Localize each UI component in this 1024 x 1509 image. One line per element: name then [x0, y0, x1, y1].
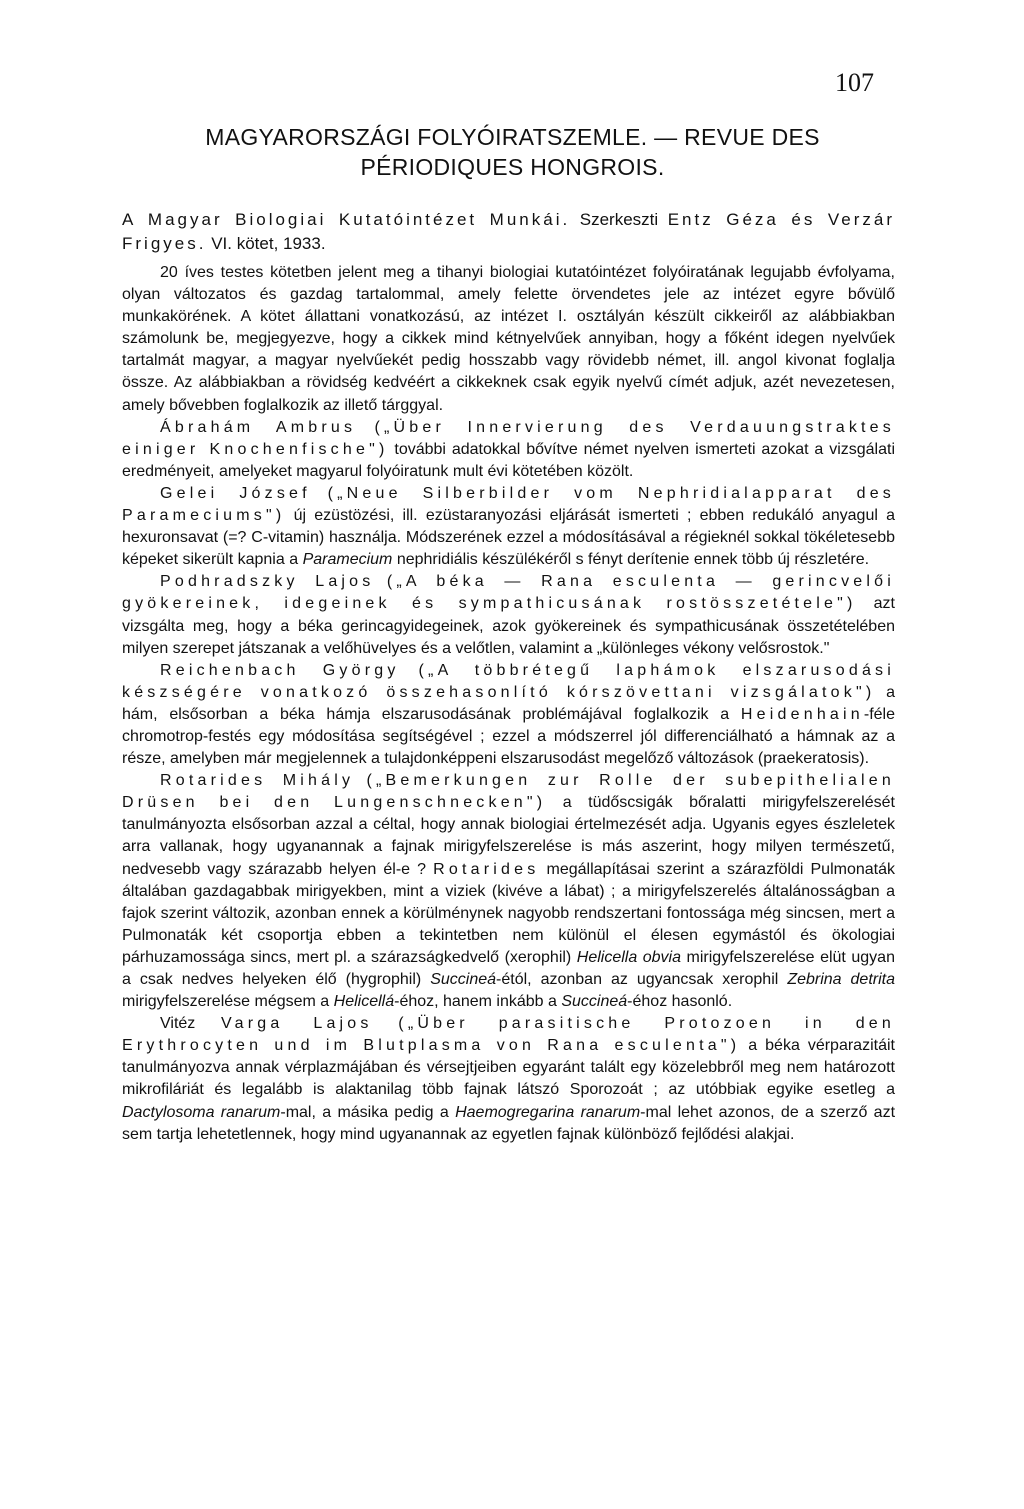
entry-text: új ezüstözési, ill. ezüstaranyozási eljárását ismerteti ; ebben redukáló anyagul a hexuronsavat (=? C-vitamin) használja. Módszerének ezzel a módosításával a régieknél sokkal tökéletesebb képeket sikerült kapnia a [122, 507, 895, 569]
entry-author: Varga Lajos [220, 1015, 373, 1033]
editors: Entz Géza és Verzár Frigyes. [122, 210, 895, 253]
bibliography-line [122, 208, 895, 256]
entry-text: -mal, a másika pedig a [280, 1103, 449, 1121]
species-name: Succineá [561, 993, 628, 1011]
header-line-1: MAGYARORSZÁGI FOLYÓIRATSZEMLE. — REVUE DES [205, 124, 820, 150]
review-entry [122, 483, 895, 571]
entry-text: a tüdőscsigák bőralatti mirigyfelszerelését tanulmányozta elsősorban azzal a céltal, hogy annak biologiai értelmezését adja. Ugyanis egyes észleletek arra vallanak, hogy ugyanannak a fajnak mirigyfelszerelése is más aszerint, hogy milyen természetű, nedvesebb vagy szárazabb helyen él-e ? [122, 794, 895, 878]
entry-title: („A többrétegű laphámok elszarusodási készségére vonatkozó összehasonlító kórszövettani vizsgálatok") [122, 661, 895, 701]
intro-paragraph: 20 íves testes kötetben jelent meg a tihanyi biologiai kutatóintézet folyóiratának legujabb évfolyama, olyan változatos és gazdag tartalommal, amely felette örvendetes jele az intézet egyre bővülő munkakörének. A kötet állattani vonatkozású, az intézet I. osztályán készült cikkeiről az alábbiakban számolunk be, megjegyezve, hogy a cikkek mind kétnyelvűek annyiban, hogy a főként idegen nyelvűek tartalmát magyar, a magyar nyelvűekét pedig hosszabb vagy rövidebb német, ill. angol kivonat foglalja össze. Az alábbiakban a rövidség kedvéért a cikkeknek csak egyik nyelvű címét adjuk, azét nevezetesen, amely bővebben foglalkozik az illető tárggyal. [122, 264, 895, 414]
entry-title: („Über parasitische Protozoen in den Erythrocyten und im Blutplasma von Rana esculenta") [122, 1015, 896, 1055]
entry-text: mirigyfelszerelése mégsem a [122, 993, 330, 1011]
entry-text: -éhoz, hanem inkább a [394, 993, 557, 1011]
volume-info: VI. kötet, 1933. [211, 234, 326, 253]
article-body [122, 208, 895, 1146]
entry-title: („A béka — Rana esculenta — gerincvelői gyökereinek, idegeinek és sympathicusának rostösszetétele") [122, 573, 895, 613]
editor-prefix: Szerkeszti [579, 210, 659, 229]
entry-text: további adatokkal bővítve német nyelven ismerteti azokat a vizsgálati eredményeit, amelyeket magyarul folyóiratunk mult évi kötetében közölt. [122, 440, 895, 480]
review-entry [122, 770, 895, 1013]
species-name: Paramecium [302, 551, 393, 569]
species-name: Helicella obvia [576, 948, 682, 966]
entry-text: a hám, elsősorban a béka hámja elszarusodásának problémájával foglalkozik a [122, 683, 895, 723]
entry-text: a béka vérparazitáit tanulmányozva annak vérplazmájában és vérsejtjeiben egyaránt talált egy közelebbről meg nem határozott mikrofiláriát és legalább is alaktanilag több fajnak látszó Sporozoát ; az utóbbiak egyike esetleg a [122, 1037, 895, 1099]
entry-text: mirigyfelszerelése elüt ugyan a csak nedves helyeken élő (hygrophil) [122, 948, 895, 988]
species-name: Dactylosoma ranarum [122, 1103, 281, 1121]
entry-author: Rotarides Mihály [160, 772, 355, 790]
entry-text: megállapításai szerint a szárazföldi Pulmonaták általában gazdagabbak mirigyekben, mint a viziek (kivéve a lábat) ; a mirigyfelszerelés általánosságban a fajok szerint változik, azonban ennek a körülménynek nagyobb rendszertani fontossága még sincsen, mert a Pulmonaták két csoportja ebben a tekintetben nem különül el élesen egymástól és ökologiai párhuzamossága sincs, mert pl. a szárazságkedvelő (xerophil) [122, 860, 896, 966]
entry-text: -étól, azonban az ugyancsak xerophil [496, 971, 779, 988]
species-name: Haemogregarina ranarum [455, 1103, 641, 1121]
species-name: Succineá [430, 971, 497, 988]
entry-text: -féle chromotrop-festés egy módosítása segítségével ; ezzel a módszerrel jól differenciálható a hámnak az a része, amelyben már megjelennek a tulajdonképpeni elszarusodást megelőző változások (praekeratosis). [122, 705, 895, 768]
entry-text: -mal lehet azonos, de a szerző azt sem tartja lehetetlennek, hogy mind ugyanannak az egyetlen fajnak különböző fejlődési alakjai. [122, 1103, 896, 1143]
entry-author: Ábrahám Ambrus [160, 418, 357, 436]
entry-text: azt vizsgálta meg, hogy a béka gerincagyidegeinek, azok gyökereinek és sympathicusának összetételében milyen szerepet játszanak a velőhüvelyes és a velőtlen, valamint a „különleges vékony velősrostok." [122, 595, 895, 657]
header-line-2: PÉRIODIQUES HONGROIS. [360, 154, 665, 180]
journal-review-header [95, 122, 930, 182]
entry-author-prefix: Vitéz [160, 1015, 196, 1033]
entry-title: („Über Innervierung des Verdauungstraktes einiger Knochenfische") [122, 418, 895, 458]
entry-text: nephridiális készülékéről s fényt derítenie ennek több új részletére. [396, 551, 870, 569]
entry-text: -éhoz hasonló. [627, 993, 733, 1011]
review-entry [122, 417, 895, 483]
species-name: Helicellá [333, 993, 395, 1011]
page-number: 107 [835, 68, 874, 97]
cited-name: Rotarides [433, 860, 540, 878]
entry-title: („Bemerkungen zur Rolle der subepithelialen Drüsen bei den Lungenschnecken") [122, 772, 895, 812]
publication-title: A Magyar Biologiai Kutatóintézet Munkái. [122, 210, 571, 229]
entry-author: Reichenbach György [160, 661, 400, 679]
entry-author: Gelei József [160, 484, 311, 502]
review-entry [122, 1013, 895, 1146]
entry-title: („Neue Silberbilder vom Nephridialapparat des Parameciums") [122, 484, 895, 525]
species-name: Zebrina detrita [787, 971, 896, 988]
entry-author: Podhradszky Lajos [160, 573, 375, 591]
cited-name: Heidenhain [740, 705, 864, 723]
review-entry [122, 660, 895, 770]
review-entry [122, 571, 895, 659]
